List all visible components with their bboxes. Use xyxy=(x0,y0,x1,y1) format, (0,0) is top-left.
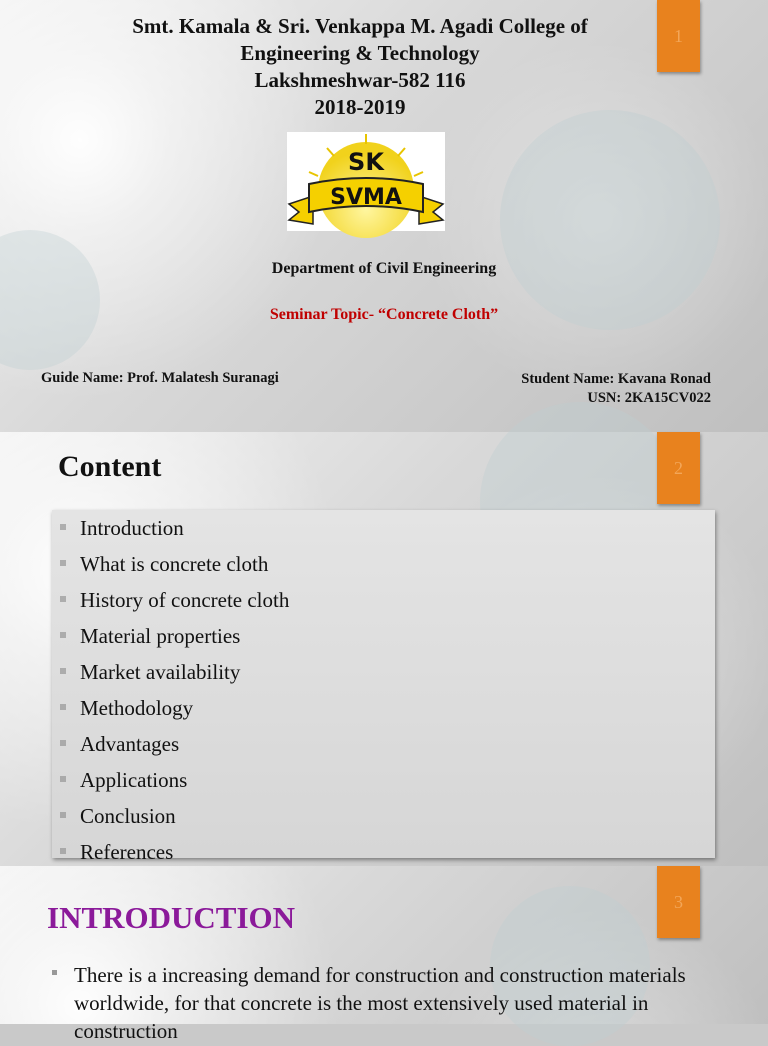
intro-paragraph: There is a increasing demand for construction and construction materials worldwide, for that concrete is the most extensively used material in construction xyxy=(74,963,686,1043)
student-usn: USN: 2KA15CV022 xyxy=(587,390,711,406)
department-name: Department of Civil Engineering xyxy=(271,260,497,277)
list-item: Methodology xyxy=(52,694,289,730)
college-line: Smt. Kamala & Sri. Venkappa M. Agadi College of xyxy=(132,14,588,38)
list-item: Material properties xyxy=(52,622,289,658)
slide-title: Content xyxy=(58,450,162,483)
list-item: History of concrete cloth xyxy=(52,586,289,622)
slide-3 xyxy=(0,866,768,1043)
student-name: Student Name: Kavana Ronad xyxy=(521,371,711,387)
slide-2 xyxy=(0,432,768,866)
list-item: Conclusion xyxy=(52,802,289,838)
college-logo xyxy=(287,132,445,231)
seminar-topic: Seminar Topic- “Concrete Cloth” xyxy=(269,306,499,323)
bullet-marker xyxy=(52,970,57,975)
content-list xyxy=(52,514,289,874)
list-item: What is concrete cloth xyxy=(52,550,289,586)
academic-year: 2018-2019 xyxy=(314,95,406,119)
svma-logo-icon xyxy=(287,132,445,231)
slide-number-badge xyxy=(657,866,700,938)
list-item: Market availability xyxy=(52,658,289,694)
slide-1 xyxy=(0,0,768,432)
student-info xyxy=(521,370,711,408)
list-item: References xyxy=(52,838,289,874)
logo-banner-text: SVMA xyxy=(330,185,402,210)
slide-number-badge xyxy=(657,432,700,504)
list-item: Introduction xyxy=(52,514,289,550)
logo-top-text: SK xyxy=(348,148,384,176)
slide-number: 3 xyxy=(674,891,683,912)
guide-name: Guide Name: Prof. Malatesh Suranagi xyxy=(41,370,279,386)
college-line: Lakshmeshwar-582 116 xyxy=(254,68,466,92)
list-item: Applications xyxy=(52,766,289,802)
background-bubble xyxy=(0,230,100,370)
slide-title: INTRODUCTION xyxy=(47,900,296,935)
slide-number: 1 xyxy=(674,25,683,46)
background-bubble xyxy=(500,110,720,330)
content-panel xyxy=(52,510,715,864)
slide-number-badge xyxy=(657,0,700,72)
college-line: Engineering & Technology xyxy=(240,41,480,65)
slide-number: 2 xyxy=(674,457,683,478)
college-title xyxy=(80,13,640,121)
list-item: Advantages xyxy=(52,730,289,766)
